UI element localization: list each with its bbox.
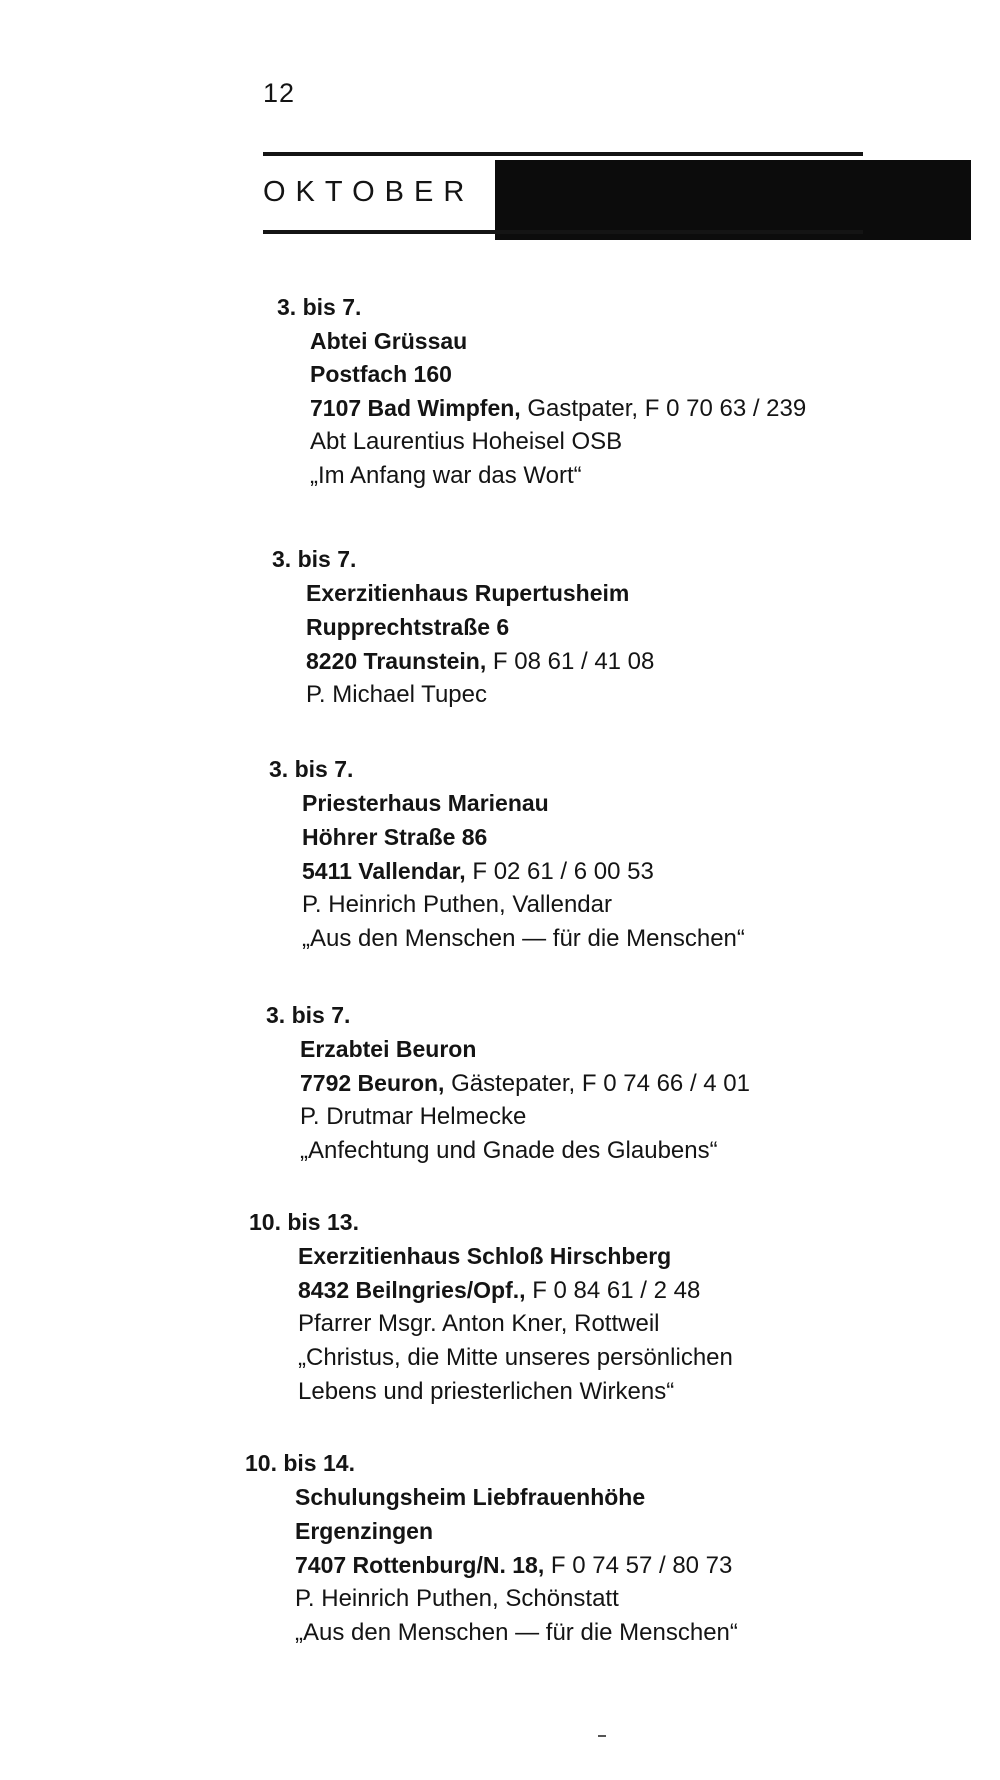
entry-house: Erzabtei Beuron xyxy=(300,1036,477,1062)
entry-city: 7107 Bad Wimpfen, xyxy=(310,395,521,421)
page-number: 12 xyxy=(263,78,296,108)
entry-city-line xyxy=(310,391,806,426)
entry-theme-continued: Lebens und priesterlichen Wirkens“ xyxy=(298,1378,675,1405)
entry-leader: P. Michael Tupec xyxy=(306,681,487,708)
header-black-bar xyxy=(495,160,971,240)
entry-date: 3. bis 7. xyxy=(272,546,357,572)
entry-contact: Gastpater, F 0 70 63 / 239 xyxy=(527,395,807,422)
entry-city: 8432 Beilngries/Opf., xyxy=(298,1277,526,1303)
entry-house: Schulungsheim Liebfrauenhöhe xyxy=(295,1484,646,1510)
entry-theme: „Aus den Menschen — für die Menschen“ xyxy=(295,1619,738,1646)
month-header xyxy=(263,152,971,240)
entry-address: Ergenzingen xyxy=(295,1518,434,1544)
entry-address: Rupprechtstraße 6 xyxy=(306,614,510,640)
entry-date: 10. bis 14. xyxy=(245,1450,355,1476)
entry-leader: Pfarrer Msgr. Anton Kner, Rottweil xyxy=(298,1310,660,1337)
entry-theme: „Aus den Menschen — für die Menschen“ xyxy=(302,925,745,952)
entry-city: 7792 Beuron, xyxy=(300,1070,445,1096)
entry-house: Abtei Grüssau xyxy=(310,328,468,354)
entry-city-line xyxy=(298,1273,700,1308)
entry-address: Höhrer Straße 86 xyxy=(302,824,488,850)
entry-contact: F 08 61 / 41 08 xyxy=(492,648,655,675)
entry-leader: P. Drutmar Helmecke xyxy=(300,1103,527,1130)
entry-date: 10. bis 13. xyxy=(249,1209,359,1235)
entry-address: Postfach 160 xyxy=(310,361,452,387)
entry-city: 5411 Vallendar, xyxy=(302,858,466,884)
entry-date: 3. bis 7. xyxy=(277,294,362,320)
entry-house: Exerzitienhaus Rupertusheim xyxy=(306,580,630,606)
entry-theme: „Anfechtung und Gnade des Glaubens“ xyxy=(300,1137,718,1164)
entry-city-line xyxy=(302,854,654,889)
entry-contact: F 0 84 61 / 2 48 xyxy=(532,1277,701,1304)
month-title: OKTOBER xyxy=(263,176,475,208)
entry-house: Exerzitienhaus Schloß Hirschberg xyxy=(298,1243,672,1269)
header-bottom-rule xyxy=(263,230,863,234)
entry-leader: P. Heinrich Puthen, Vallendar xyxy=(302,891,612,918)
entry-city-line xyxy=(300,1066,750,1101)
entry-leader: Abt Laurentius Hoheisel OSB xyxy=(310,428,623,455)
entry-city: 7407 Rottenburg/N. 18, xyxy=(295,1552,545,1578)
entry-city-line xyxy=(306,644,654,679)
entry-contact: Gästepater, F 0 74 66 / 4 01 xyxy=(451,1070,750,1097)
entry-contact: F 0 74 57 / 80 73 xyxy=(550,1552,733,1579)
entry-city-line xyxy=(295,1548,732,1583)
entry-house: Priesterhaus Marienau xyxy=(302,790,549,816)
entry-theme: „Im Anfang war das Wort“ xyxy=(310,462,582,489)
entry-theme: „Christus, die Mitte unseres persönlichen xyxy=(298,1344,733,1371)
entry-date: 3. bis 7. xyxy=(266,1002,351,1028)
entry-date: 3. bis 7. xyxy=(269,756,354,782)
entry-leader: P. Heinrich Puthen, Schönstatt xyxy=(295,1585,619,1612)
entry-city: 8220 Traunstein, xyxy=(306,648,487,674)
page-footer-mark xyxy=(598,1735,606,1737)
entry-contact: F 02 61 / 6 00 53 xyxy=(472,858,654,885)
header-top-rule xyxy=(263,152,863,156)
